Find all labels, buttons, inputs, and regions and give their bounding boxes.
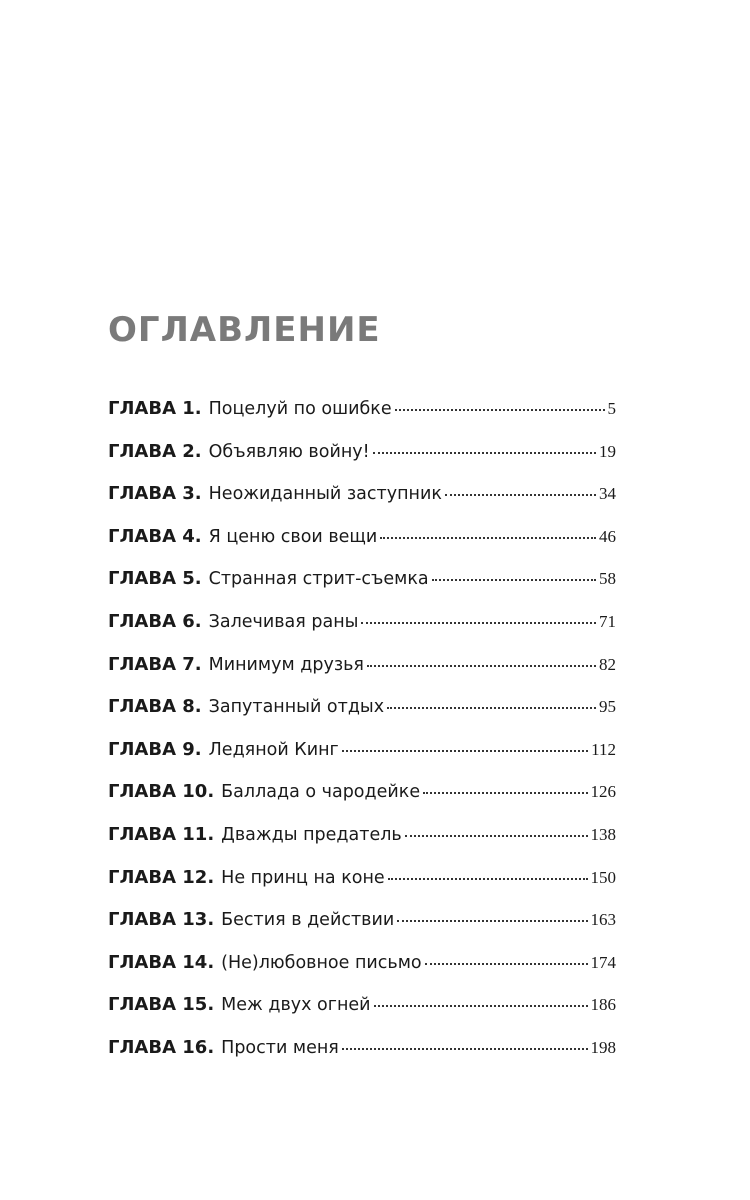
chapter-label: ГЛАВА 5. [108,568,202,590]
chapter-label: ГЛАВА 4. [108,525,202,547]
chapter-label: ГЛАВА 15. [108,994,215,1016]
dot-leader [388,878,588,880]
chapter-label: ГЛАВА 8. [108,696,202,718]
page-number: 95 [599,697,616,717]
page-number: 186 [590,995,616,1015]
chapter-label: ГЛАВА 14. [108,951,215,973]
toc-entry [108,867,616,910]
page-number: 198 [590,1037,616,1057]
chapter-title: Бестия в действии [221,910,395,931]
page-number: 174 [590,952,616,972]
toc-entry [108,994,616,1037]
page-number: 71 [599,611,616,631]
dot-leader [425,963,588,965]
dot-leader [395,409,605,411]
chapter-title: Дважды предатель [221,824,402,845]
page-number: 5 [607,399,616,418]
dot-leader [342,1048,588,1050]
toc-entry [108,654,616,697]
chapter-label: ГЛАВА 13. [108,909,215,931]
chapter-label: ГЛАВА 3. [108,483,202,505]
page-number: 163 [590,910,616,930]
toc-entry [108,781,616,824]
page-number: 112 [591,739,616,759]
dot-leader [397,920,587,922]
chapter-label: ГЛАВА 10. [108,781,215,803]
toc-entry [108,568,616,611]
toc-heading: ОГЛАВЛЕНИЕ [108,310,381,350]
toc-entry [108,398,616,441]
toc-entry [108,739,616,782]
chapter-title: Я ценю свои вещи [208,526,378,547]
chapter-title: Минимум друзья [208,654,364,675]
dot-leader [423,792,587,794]
toc-entry [108,441,616,484]
chapter-label: ГЛАВА 12. [108,866,215,888]
page-number: 150 [590,867,616,887]
chapter-label: ГЛАВА 1. [108,398,202,419]
toc-entry [108,952,616,995]
toc-entry [108,909,616,952]
dot-leader [405,835,588,837]
chapter-title: Не принц на коне [221,867,385,888]
toc-entry [108,483,616,526]
chapter-title: Объявляю войну! [208,441,370,462]
page-number: 126 [590,782,616,802]
toc-entry [108,696,616,739]
toc-entry [108,824,616,867]
toc-list [108,398,616,1080]
chapter-label: ГЛАВА 16. [108,1036,215,1058]
dot-leader [367,665,596,667]
toc-entry [108,1037,616,1080]
dot-leader [361,622,596,624]
page-number: 58 [599,569,616,589]
dot-leader [373,452,596,454]
chapter-title: Баллада о чародейке [221,782,421,803]
page-number: 46 [599,526,616,546]
toc-entry [108,526,616,569]
page-number: 34 [599,484,616,504]
chapter-title: Странная стрит-съемка [208,569,429,590]
chapter-title: Поцелуй по ошибке [208,399,392,419]
chapter-title: Залечивая раны [208,611,359,632]
chapter-label: ГЛАВА 6. [108,610,202,632]
dot-leader [387,707,596,709]
page-number: 82 [599,654,616,674]
chapter-label: ГЛАВА 2. [108,440,202,462]
toc-entry [108,611,616,654]
chapter-title: Неожиданный заступник [208,484,442,505]
chapter-title: Меж двух огней [221,995,371,1016]
page-number: 138 [590,824,616,844]
chapter-label: ГЛАВА 9. [108,738,202,760]
chapter-title: (Не)любовное письмо [221,952,422,973]
dot-leader [374,1005,588,1007]
dot-leader [432,579,596,581]
page-number: 19 [599,441,616,461]
chapter-label: ГЛАВА 7. [108,653,202,675]
chapter-title: Прости меня [221,1037,339,1058]
chapter-title: Ледяной Кинг [208,739,339,760]
dot-leader [342,750,588,752]
dot-leader [380,537,596,539]
chapter-label: ГЛАВА 11. [108,823,215,845]
dot-leader [445,494,596,496]
chapter-title: Запутанный отдых [208,697,385,718]
